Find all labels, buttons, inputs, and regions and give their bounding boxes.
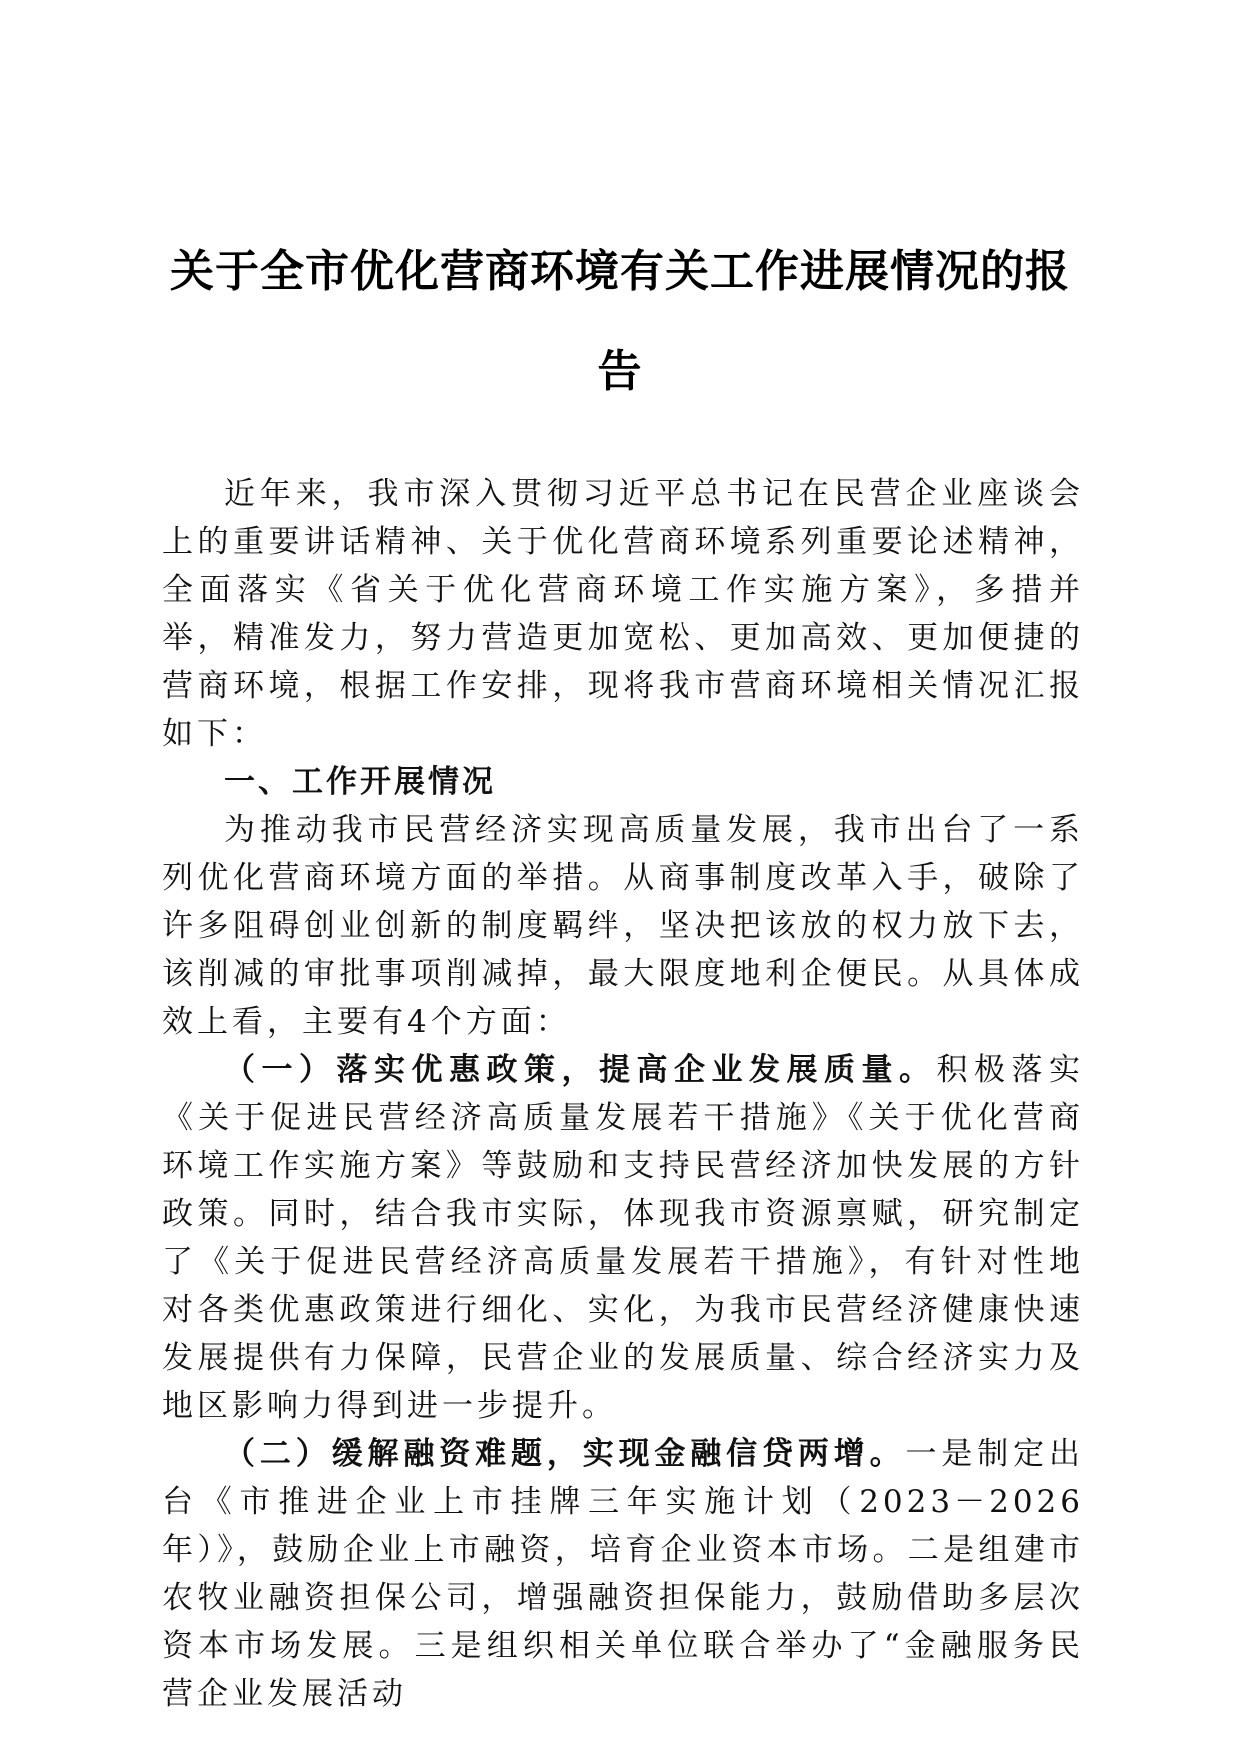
item-lead-1: （一）落实优惠政策，提高企业发展质量。 — [224, 1052, 937, 1088]
item-lead-2: （二）缓解融资难题，实现金融信贷两增。 — [224, 1436, 906, 1472]
section-intro-paragraph: 为推动我市民营经济实现高质量发展，我市出台了一系列优化营商环境方面的举措。从商事制度改革入手，破除了许多阻碍创业创新的制度羁绊，坚决把该放的权力放下去，该削减的审批事项削减掉，最大限度地利企便民。从具体成效上看，主要有4个方面： — [162, 812, 1084, 1040]
intro-paragraph: 近年来，我市深入贯彻习近平总书记在民营企业座谈会上的重要讲话精神、关于优化营商环境系列重要论述精神，全面落实《省关于优化营商环境工作实施方案》，多措并举，精准发力，努力营造更加宽松、更加高效、更加便捷的营商环境，根据工作安排，现将我市营商环境相关情况汇报如下： — [162, 476, 1084, 752]
item-paragraph-2 — [162, 1430, 1084, 1718]
section-heading: 一、工作开展情况 — [224, 764, 496, 800]
document-body — [162, 470, 1084, 1718]
item-body-1: 积极落实《关于促进民营经济高质量发展若干措施》《关于优化营商环境工作实施方案》等鼓励和支持民营经济加快发展的方针政策。同时，结合我市实际，体现我市资源禀赋，研究制定了《关于促进民营经济高质量发展若干措施》，有针对性地对各类优惠政策进行细化、实化，为我市民营经济健康快速发展提供有力保障，民营企业的发展质量、综合经济实力及地区影响力得到进一步提升。 — [162, 1052, 1084, 1424]
item-paragraph-1 — [162, 1046, 1084, 1430]
item-body-2: 一是制定出台《市推进企业上市挂牌三年实施计划（2023－2026年）》，鼓励企业上市融资，培育企业资本市场。二是组建市农牧业融资担保公司，增强融资担保能力，鼓励借助多层次资本市场发展。三是组织相关单位联合举办了“金融服务民营企业发展活动 — [162, 1436, 1085, 1712]
document-title: 关于全市优化营商环境有关工作进展情况的报告 — [170, 246, 1070, 397]
